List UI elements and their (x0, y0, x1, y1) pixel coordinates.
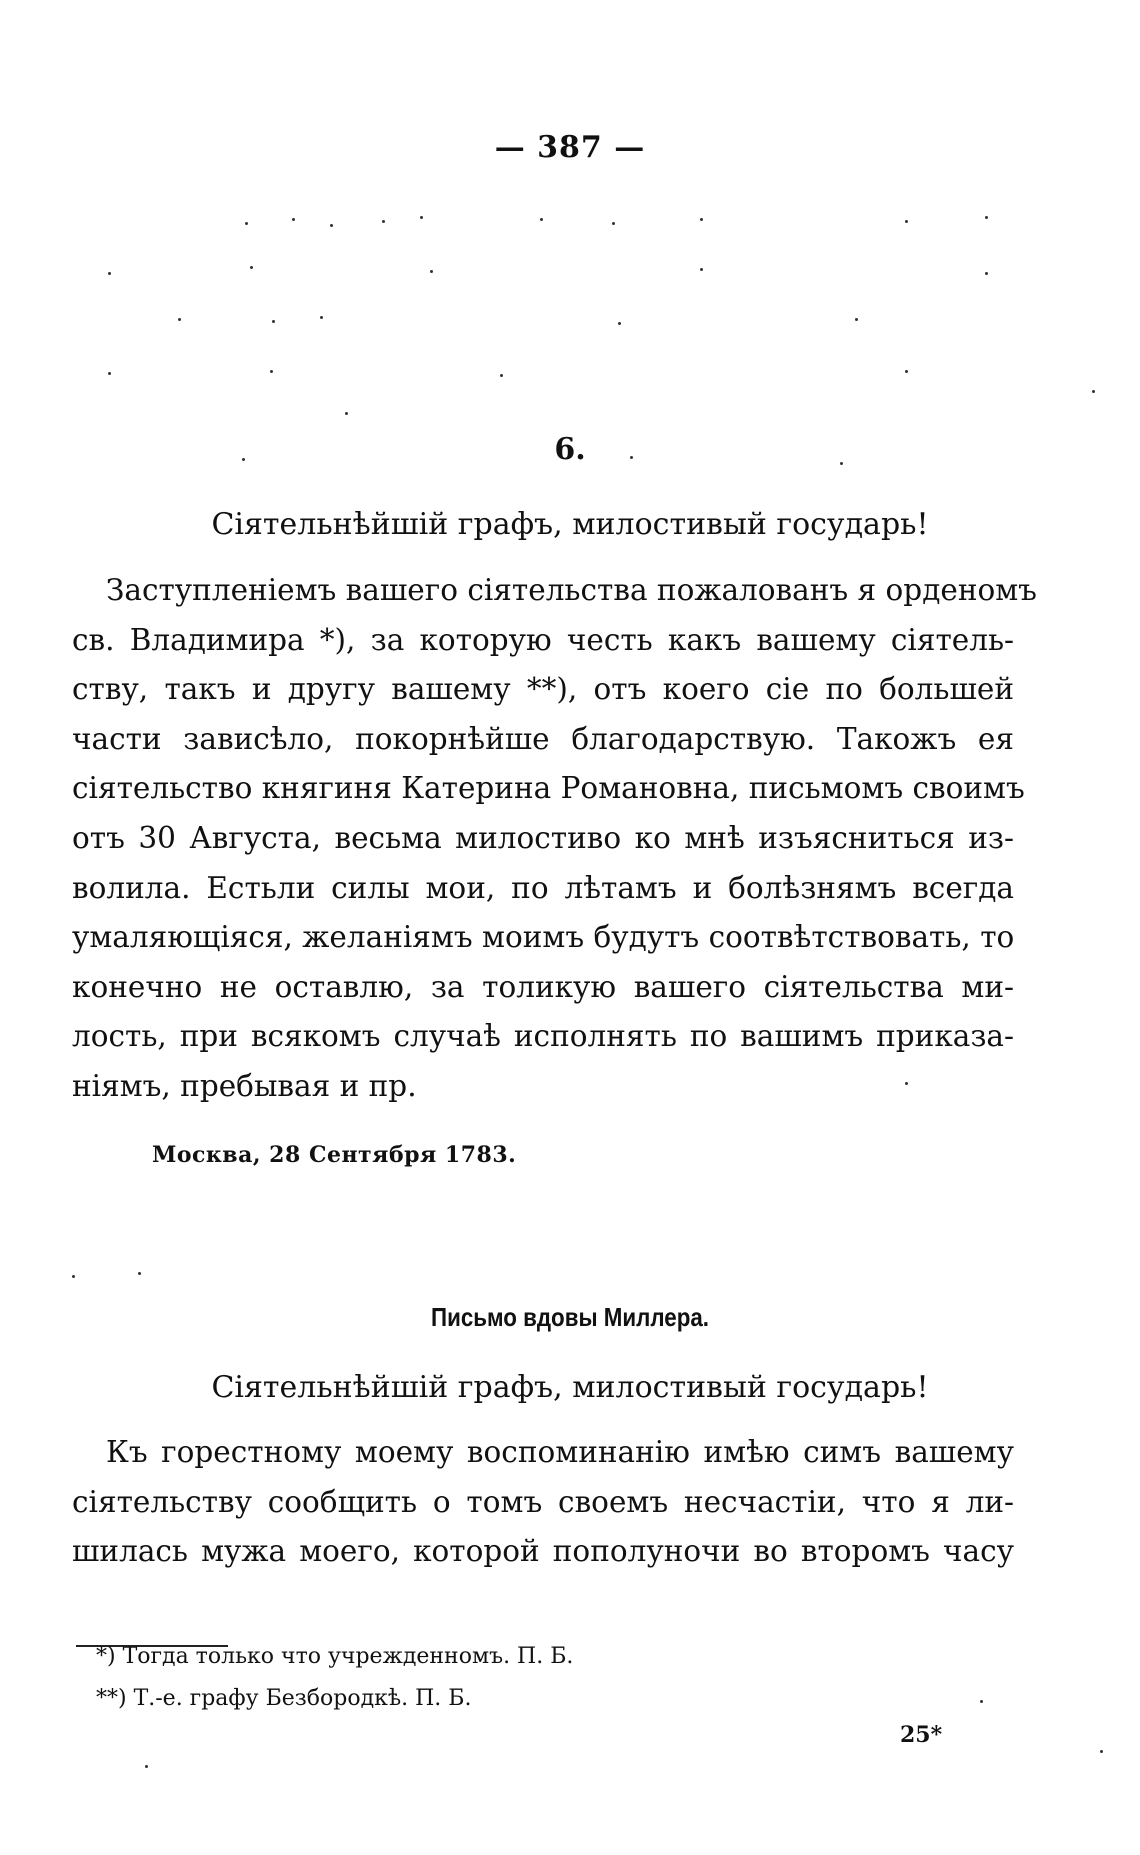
print-speck (700, 268, 703, 271)
section-number: 6. (554, 432, 586, 467)
text-line: Къ горестному моему воспоминанію имѣю симъ вашему (106, 1435, 1014, 1469)
print-speck (618, 322, 621, 325)
print-speck (108, 272, 111, 275)
print-speck (420, 216, 423, 219)
print-speck (500, 374, 503, 377)
print-speck (72, 1275, 75, 1278)
letter-title: Письмо вдовы Миллера. (431, 1302, 709, 1332)
text-line: Заступленіемъ вашего сіятельства пожалованъ я орденомъ (106, 573, 1037, 607)
text-line: ніямъ, пребывая и пр. (72, 1068, 417, 1103)
print-speck (1092, 390, 1095, 393)
print-speck (985, 272, 988, 275)
print-speck (178, 318, 181, 321)
print-speck (145, 1765, 148, 1768)
text-line: сіятельство княгиня Катерина Романовна, письмомъ своимъ (72, 771, 1025, 806)
letter-signoff: Москва, 28 Сентября 1783. (152, 1142, 517, 1168)
print-speck (985, 216, 988, 219)
signature-mark: 25* (900, 1722, 943, 1748)
page-number: — 387 — (494, 130, 646, 165)
text-line: умаляющіяся, желаніямъ моимъ будутъ соотвѣтствовать, то (72, 920, 1015, 955)
text-line: шилась мужа моего, которой пополуночи во второмъ часу (72, 1534, 1014, 1569)
print-speck (612, 222, 615, 225)
print-speck (905, 220, 908, 223)
text-line: лость, при всякомъ случаѣ исполнять по вашимъ приказа- (72, 1019, 1014, 1054)
text-line: волила. Естьли силы мои, по лѣтамъ и болѣзнямъ всегда (72, 870, 1014, 905)
print-speck (245, 222, 248, 225)
text-line: ству, такъ и другу вашему **), отъ коего сіе по большей (72, 672, 1014, 707)
print-speck (138, 1272, 141, 1275)
footnote: **) Т.-е. графу Безбородкѣ. П. Б. (96, 1686, 472, 1711)
letter-salutation: Сіятельнѣйшій графъ, милостивый государь! (211, 1370, 929, 1405)
letter-salutation: Сіятельнѣйшій графъ, милостивый государь! (211, 507, 929, 542)
print-speck (108, 372, 111, 375)
print-speck (330, 224, 333, 227)
print-speck (272, 320, 275, 323)
print-speck (980, 1700, 983, 1703)
print-speck (320, 316, 323, 319)
print-speck (292, 218, 295, 221)
print-speck (345, 412, 348, 415)
text-line: сіятельству сообщить о томъ своемъ несчастіи, что я ли- (72, 1484, 1014, 1519)
print-speck (270, 370, 273, 373)
print-speck (540, 218, 543, 221)
print-speck (250, 266, 253, 269)
text-line: отъ 30 Августа, весьма милостиво ко мнѣ изъясниться из- (72, 820, 1014, 855)
print-speck (905, 370, 908, 373)
footnote: *) Тогда только что учрежденномъ. П. Б. (96, 1644, 574, 1669)
print-speck (1100, 1750, 1103, 1753)
print-speck (430, 270, 433, 273)
print-speck (855, 318, 858, 321)
print-speck (700, 218, 703, 221)
text-line: св. Владимира *), за которую честь какъ вашему сіятель- (72, 622, 1014, 657)
letter-body (72, 1428, 1014, 1577)
print-speck (382, 220, 385, 223)
letter-body (72, 566, 1037, 1112)
text-line: части зависѣло, покорнѣйше благодарствую. Такожъ ея (72, 721, 1014, 756)
text-line: конечно не оставлю, за толикую вашего сіятельства ми- (72, 969, 1014, 1004)
